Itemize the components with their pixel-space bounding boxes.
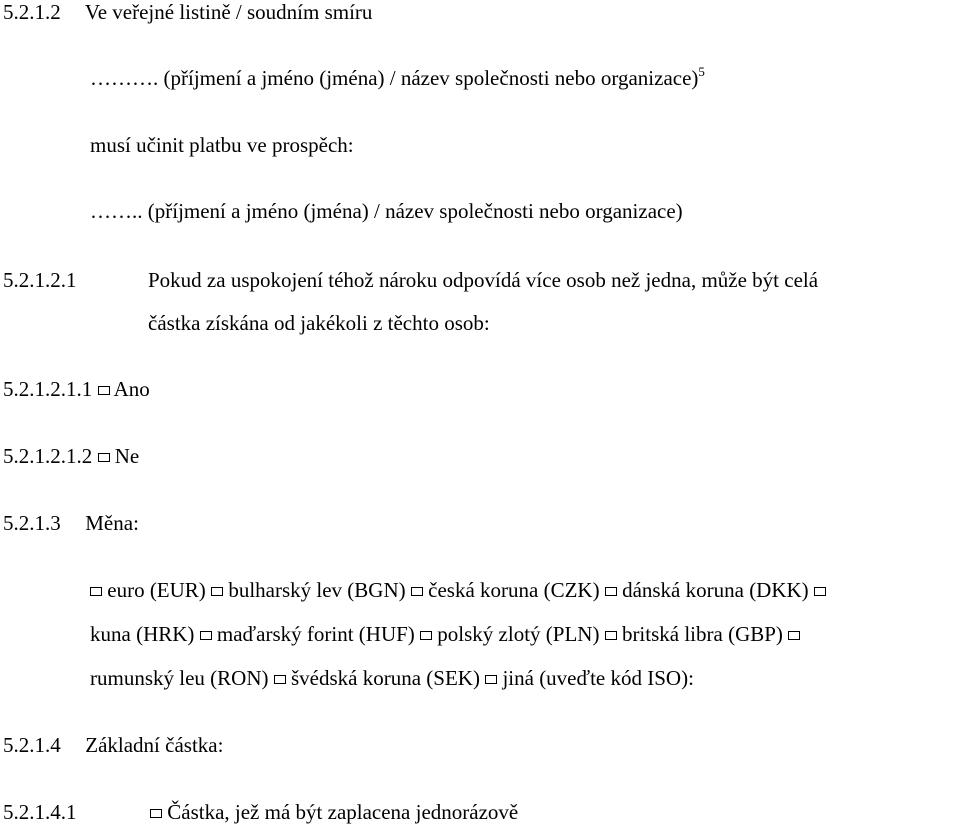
currency-options-line3 xyxy=(90,666,694,690)
currency-checkbox-ron[interactable] xyxy=(788,631,800,640)
lump-sum-number: 5.2.1.4.1 xyxy=(3,800,77,824)
option-yes-number: 5.2.1.2.1.1 xyxy=(3,377,93,401)
option-yes-label: Ano xyxy=(113,377,150,401)
currency-label-gbp: britská libra (GBP) xyxy=(621,622,783,646)
currency-options-line1 xyxy=(90,578,826,602)
option-no xyxy=(3,444,139,468)
currency-checkbox-hrk[interactable] xyxy=(814,587,826,596)
option-yes xyxy=(3,377,150,401)
option-no-number: 5.2.1.2.1.2 xyxy=(3,444,93,468)
option-yes-checkbox[interactable] xyxy=(98,386,110,395)
option-no-label: Ne xyxy=(114,444,140,468)
debtor-dots: ………. xyxy=(90,66,159,90)
currency-label-huf: maďarský forint (HUF) xyxy=(216,622,415,646)
footnote-ref: 5 xyxy=(698,64,705,79)
currency-checkbox-other[interactable] xyxy=(485,675,497,684)
lump-sum-line xyxy=(150,800,518,824)
currency-checkbox-sek[interactable] xyxy=(274,675,286,684)
section-number: 5.2.1.2 xyxy=(3,0,61,24)
multiple-text-line2: částka získána od jakékoli z těchto osob: xyxy=(148,311,490,335)
currency-label-hrk: kuna (HRK) xyxy=(90,622,195,646)
multiple-text-line1: Pokud za uspokojení téhož nároku odpovídá více osob než jedna, může být celá xyxy=(148,268,819,292)
currency-checkbox-pln[interactable] xyxy=(420,631,432,640)
currency-checkbox-gbp[interactable] xyxy=(605,631,617,640)
debtor-line xyxy=(90,66,705,90)
currency-checkbox-huf[interactable] xyxy=(200,631,212,640)
base-amount-number: 5.2.1.4 xyxy=(3,733,61,757)
base-amount-heading xyxy=(3,733,223,757)
currency-label-pln: polský zlotý (PLN) xyxy=(437,622,600,646)
currency-label-czk: česká koruna (CZK) xyxy=(428,578,600,602)
currency-label-bgn: bulharský lev (BGN) xyxy=(228,578,406,602)
creditor-label: (příjmení a jméno (jména) / název společnosti nebo organizace) xyxy=(147,199,683,223)
currency-heading xyxy=(3,511,139,535)
currency-label-sek: švédská koruna (SEK) xyxy=(290,666,480,690)
currency-options-line2 xyxy=(90,622,800,646)
section-title: Ve veřejné listině / soudním smíru xyxy=(84,0,373,24)
currency-label-eur: euro (EUR) xyxy=(107,578,206,602)
creditor-line xyxy=(90,199,683,223)
currency-number: 5.2.1.3 xyxy=(3,511,61,535)
currency-label-dkk: dánská koruna (DKK) xyxy=(622,578,809,602)
multiple-number: 5.2.1.2.1 xyxy=(3,268,77,292)
debtor-label: (příjmení a jméno (jména) / název společnosti nebo organizace) xyxy=(163,66,699,90)
currency-checkbox-dkk[interactable] xyxy=(605,587,617,596)
section-heading xyxy=(3,0,372,24)
must-pay-text: musí učinit platbu ve prospěch: xyxy=(90,133,354,157)
currency-checkbox-czk[interactable] xyxy=(411,587,423,596)
lump-sum-label: Částka, jež má být zaplacena jednorázově xyxy=(167,800,519,824)
lump-sum-checkbox[interactable] xyxy=(150,809,162,818)
option-no-checkbox[interactable] xyxy=(98,453,110,462)
currency-label-other: jiná (uveďte kód ISO): xyxy=(502,666,694,690)
currency-label: Měna: xyxy=(85,511,139,535)
currency-label-ron: rumunský leu (RON) xyxy=(90,666,269,690)
currency-checkbox-eur[interactable] xyxy=(90,587,102,596)
base-amount-label: Základní částka: xyxy=(85,733,224,757)
currency-checkbox-bgn[interactable] xyxy=(211,587,223,596)
creditor-dots: …….. xyxy=(90,199,143,223)
